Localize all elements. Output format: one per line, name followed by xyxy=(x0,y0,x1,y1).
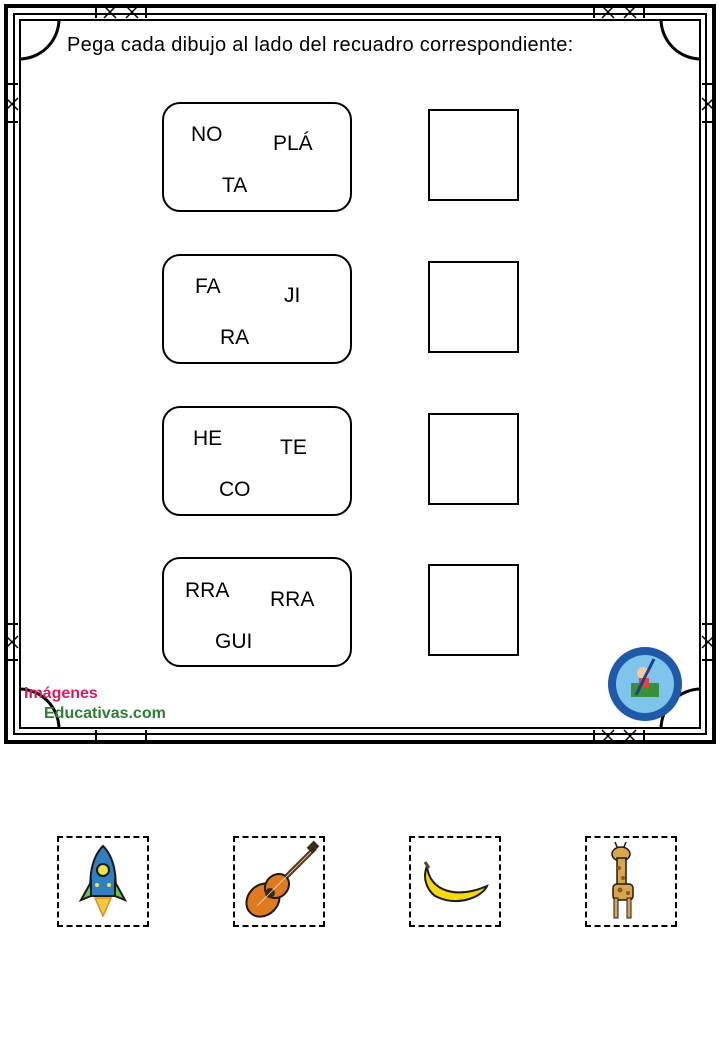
syllable: NO xyxy=(191,123,223,146)
syllable: GUI xyxy=(215,630,253,653)
cutout-rocket[interactable] xyxy=(57,836,149,927)
answer-box-2[interactable] xyxy=(428,261,519,353)
instruction-text: Pega cada dibujo al lado del recuadro correspondiente: xyxy=(67,34,574,56)
logo-line-1: Imágenes xyxy=(24,685,98,702)
banana-icon xyxy=(411,838,499,925)
site-badge-icon xyxy=(606,645,684,723)
syllable-box-3 xyxy=(162,406,352,516)
guitar-icon xyxy=(235,838,323,925)
syllable: TA xyxy=(222,174,248,197)
syllable: HE xyxy=(193,427,223,450)
syllable: CO xyxy=(219,478,251,501)
answer-box-1[interactable] xyxy=(428,109,519,201)
giraffe-icon xyxy=(587,838,675,925)
syllable: JI xyxy=(284,284,301,307)
cutout-banana[interactable] xyxy=(409,836,501,927)
cutout-giraffe[interactable] xyxy=(585,836,677,927)
syllable: FA xyxy=(195,275,221,298)
syllable-box-1 xyxy=(162,102,352,212)
syllable: PLÁ xyxy=(273,132,313,155)
syllable: TE xyxy=(280,436,307,459)
syllable-box-2 xyxy=(162,254,352,364)
syllable: RA xyxy=(220,326,250,349)
answer-box-4[interactable] xyxy=(428,564,519,656)
answer-box-3[interactable] xyxy=(428,413,519,505)
syllable: RRA xyxy=(185,579,230,602)
cutout-guitar[interactable] xyxy=(233,836,325,927)
rocket-icon xyxy=(59,838,147,925)
frame-corner-ornaments xyxy=(4,4,716,744)
syllable-box-4 xyxy=(162,557,352,667)
worksheet-frame xyxy=(4,4,716,744)
syllable: RRA xyxy=(270,588,315,611)
logo-line-2: Educativas.com xyxy=(44,705,166,722)
